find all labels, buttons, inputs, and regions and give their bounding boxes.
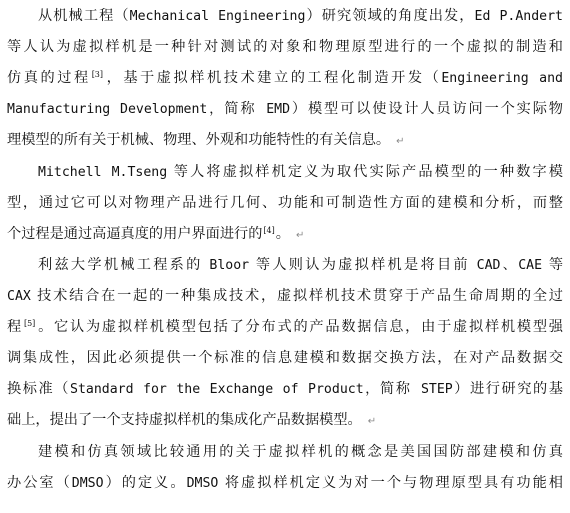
text-line bbox=[7, 314, 563, 340]
text-line bbox=[7, 407, 563, 433]
text-segment: 利兹大学机械工程系的 bbox=[38, 257, 210, 273]
text-line bbox=[7, 127, 563, 153]
text-line bbox=[7, 190, 563, 216]
text-segment: Mechanical Engineering bbox=[129, 9, 306, 24]
text-line bbox=[7, 34, 563, 60]
text-line bbox=[7, 283, 563, 309]
text-line bbox=[7, 345, 563, 371]
text-segment: 建模和仿真领域比较通用的关于虚拟样机的概念是美国国防部建模和仿真 bbox=[38, 444, 563, 460]
text-segment: ）模型可以使设计人员访问一个实际物 bbox=[290, 101, 563, 117]
citation-marker: [5] bbox=[23, 319, 36, 328]
text-segment: Standard for the Exchange of Product， bbox=[70, 382, 380, 397]
citation-marker: [3] bbox=[91, 70, 104, 79]
text-segment: 简称 bbox=[379, 381, 412, 397]
text-segment: DMSO bbox=[186, 476, 219, 491]
text-segment: 型，通过它可以对物理产品进行几何、功能和可制造性方面的建模和分析，而整 bbox=[7, 195, 563, 211]
text-line bbox=[7, 221, 563, 247]
text-segment: ）的定义。 bbox=[103, 475, 187, 491]
text-line bbox=[7, 96, 563, 122]
text-segment: ）研究领域的角度出发， bbox=[305, 8, 475, 24]
text-segment: DMSO bbox=[71, 476, 104, 491]
text-segment: 换标准（ bbox=[7, 381, 70, 397]
text-line bbox=[7, 376, 563, 402]
paragraph-mark-icon: ↵ bbox=[295, 230, 305, 241]
text-segment: 等人将虚拟样机定义为取代实际产品模型的一种数字模 bbox=[167, 164, 563, 180]
text-segment: 将虚拟样机定义为对一个与物理原型具有功能相 bbox=[218, 475, 563, 491]
text-line bbox=[38, 159, 563, 185]
text-segment: 技术结合在一起的一种集成技术，虚拟样机技术贯穿于产品生命周期的全过 bbox=[30, 288, 563, 304]
text-line bbox=[7, 65, 563, 91]
text-segment: Engineering and bbox=[441, 71, 563, 86]
text-segment: STEP bbox=[411, 382, 453, 397]
text-segment: 理模型的所有关于机械、物理、外观和功能特性的有关信息。 bbox=[7, 132, 391, 148]
text-segment: EMD bbox=[256, 102, 291, 117]
citation-marker: [4] bbox=[263, 226, 275, 235]
text-line bbox=[38, 3, 563, 29]
text-segment: ，基于虚拟样机技术建立的工程化制造开发（ bbox=[104, 70, 442, 86]
text-segment: 办公室（ bbox=[7, 475, 72, 491]
text-segment: Mitchell M.Tseng bbox=[38, 165, 168, 180]
text-segment: 仿真的过程 bbox=[7, 70, 91, 86]
text-segment: 个过程是通过高逼真度的用户界面进行的 bbox=[7, 226, 263, 242]
text-segment: 等人则认为虚拟样机是将目前 bbox=[249, 257, 477, 273]
text-segment: 。 bbox=[275, 226, 290, 242]
text-segment: 础上，提出了一个支持虚拟样机的集成化产品数据模型。 bbox=[7, 412, 362, 428]
text-segment: 从机械工程（ bbox=[38, 8, 130, 24]
text-segment: Bloor bbox=[209, 258, 250, 273]
text-segment: 调集成性，因此必须提供一个标准的信息建模和数据交换方法，在对产品数据交 bbox=[7, 350, 563, 366]
text-segment: CAD、CAE bbox=[476, 258, 543, 273]
paragraph-mark-icon: ↵ bbox=[396, 136, 405, 147]
text-segment: CAX bbox=[7, 289, 31, 304]
text-segment: 程 bbox=[7, 319, 23, 335]
text-segment: 简称 bbox=[224, 101, 257, 117]
text-segment: 。它认为虚拟样机模型包括了分布式的产品数据信息，由于虚拟样机模型强 bbox=[36, 319, 563, 335]
text-line bbox=[38, 252, 563, 278]
paragraph-mark-icon: ↵ bbox=[367, 416, 377, 427]
text-line bbox=[38, 439, 563, 465]
text-line bbox=[7, 470, 563, 496]
text-segment: Manufacturing Development， bbox=[7, 102, 225, 117]
text-segment: Ed P.Andert bbox=[474, 9, 563, 24]
text-segment: 等人认为虚拟样机是一种针对测试的对象和物理原型进行的一个虚拟的制造和 bbox=[7, 39, 563, 55]
text-segment: ）进行研究的基 bbox=[452, 381, 563, 397]
text-segment: 等 bbox=[542, 257, 563, 273]
